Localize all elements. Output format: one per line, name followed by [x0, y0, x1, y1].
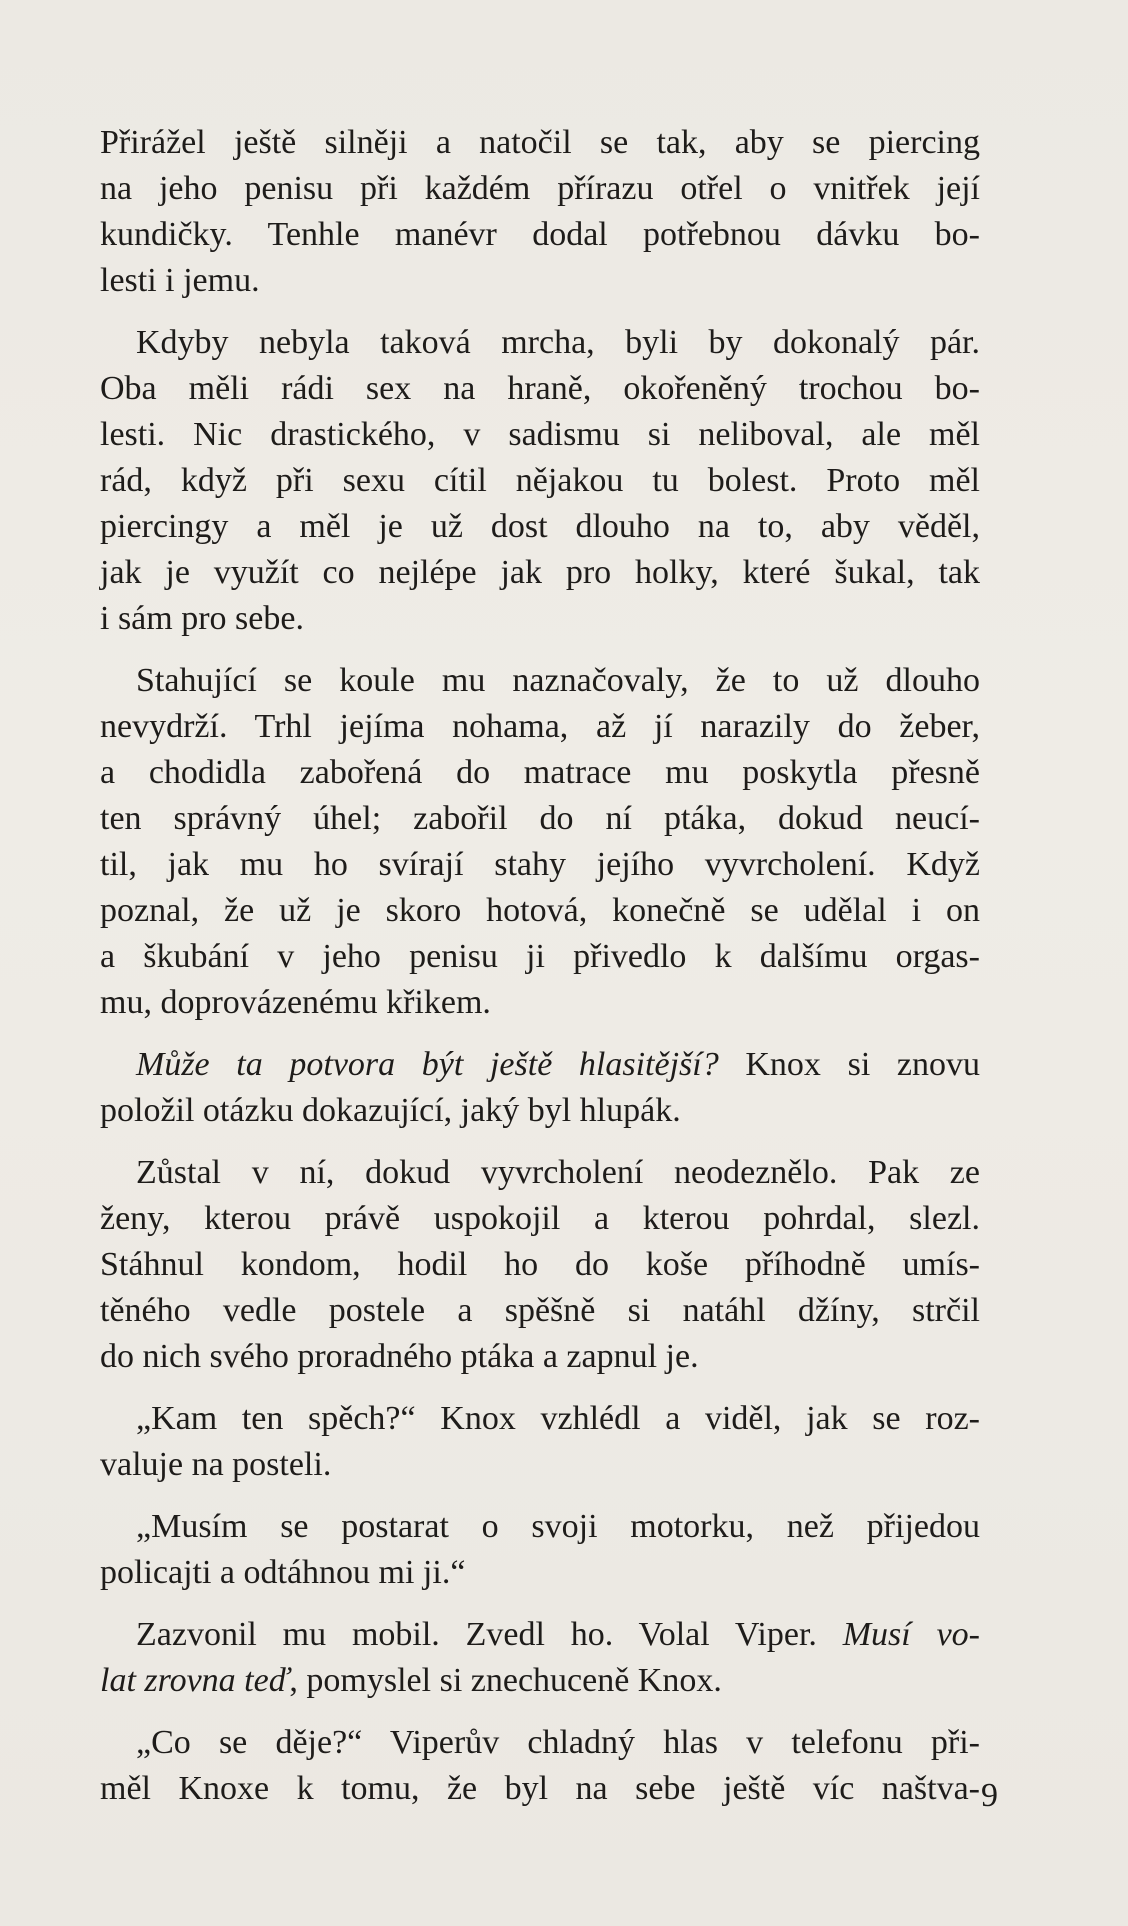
text-line: policajti a odtáhnou mi ji.“	[100, 1554, 466, 1591]
text-line: na jeho penisu při každém přírazu otřel o vnitřek její	[100, 170, 980, 207]
text-line: lesti. Nic drastického, v sadismu si neliboval, ale měl	[100, 416, 980, 453]
text-line: mu, doprovázenému křikem.	[100, 984, 491, 1021]
text-line: Zazvonil mu mobil. Zvedl ho. Volal Viper. Musí vo-	[136, 1616, 980, 1653]
text-line: Stahující se koule mu naznačovaly, že to už dlouho	[136, 662, 980, 699]
text-line: lesti i jemu.	[100, 262, 260, 299]
text-line: lat zrovna teď, pomyslel si znechuceně Knox.	[100, 1662, 722, 1699]
text-line: těného vedle postele a spěšně si natáhl džíny, strčil	[100, 1292, 980, 1329]
text-line: a chodidla zabořená do matrace mu poskytla přesně	[100, 754, 980, 791]
text-line: kundičky. Tenhle manévr dodal potřebnou dávku bo-	[100, 216, 980, 253]
text-line: poznal, že už je skoro hotová, konečně se udělal i on	[100, 892, 980, 929]
text-line: Zůstal v ní, dokud vyvrcholení neodeznělo. Pak ze	[136, 1154, 980, 1191]
text-line: měl Knoxe k tomu, že byl na sebe ještě víc naštva-	[100, 1770, 980, 1807]
body-text	[100, 120, 980, 1812]
text-line: a škubání v jeho penisu ji přivedlo k dalšímu orgas-	[100, 938, 980, 975]
text-line: nevydrží. Trhl jejíma nohama, až jí narazily do žeber,	[100, 708, 980, 745]
text-line: til, jak mu ho svírají stahy jejího vyvrcholení. Když	[100, 846, 980, 883]
italic-thought: Musí vo-	[842, 1616, 980, 1653]
text-line: rád, když při sexu cítil nějakou tu bolest. Proto měl	[100, 462, 980, 499]
text-line: valuje na posteli.	[100, 1446, 332, 1483]
text-line: Může ta potvora být ještě hlasitější? Knox si znovu	[136, 1046, 980, 1083]
text-line: jak je využít co nejlépe jak pro holky, které šukal, tak	[100, 554, 980, 591]
text-line: do nich svého proradného ptáka a zapnul je.	[100, 1338, 699, 1375]
text-line: „Co se děje?“ Viperův chladný hlas v telefonu při-	[136, 1724, 980, 1761]
page-number: 9	[981, 1777, 998, 1814]
text-line: piercingy a měl je už dost dlouho na to, aby věděl,	[100, 508, 980, 545]
text-line: „Musím se postarat o svoji motorku, než přijedou	[136, 1508, 980, 1545]
text-line: položil otázku dokazující, jaký byl hlupák.	[100, 1092, 681, 1129]
italic-thought: lat zrovna teď	[100, 1662, 290, 1699]
text-line: „Kam ten spěch?“ Knox vzhlédl a viděl, jak se roz-	[136, 1400, 980, 1437]
text-line: i sám pro sebe.	[100, 600, 304, 637]
text-line: Kdyby nebyla taková mrcha, byli by dokonalý pár.	[136, 324, 980, 361]
text-line: ženy, kterou právě uspokojil a kterou pohrdal, slezl.	[100, 1200, 980, 1237]
text-line: Přirážel ještě silněji a natočil se tak, aby se piercing	[100, 124, 980, 161]
text-line: Stáhnul kondom, hodil ho do koše příhodně umís-	[100, 1246, 980, 1283]
text-line: Oba měli rádi sex na hraně, okořeněný trochou bo-	[100, 370, 980, 407]
text-line: ten správný úhel; zabořil do ní ptáka, dokud neucí-	[100, 800, 980, 837]
italic-thought: Může ta potvora být ještě hlasitější?	[136, 1046, 719, 1083]
